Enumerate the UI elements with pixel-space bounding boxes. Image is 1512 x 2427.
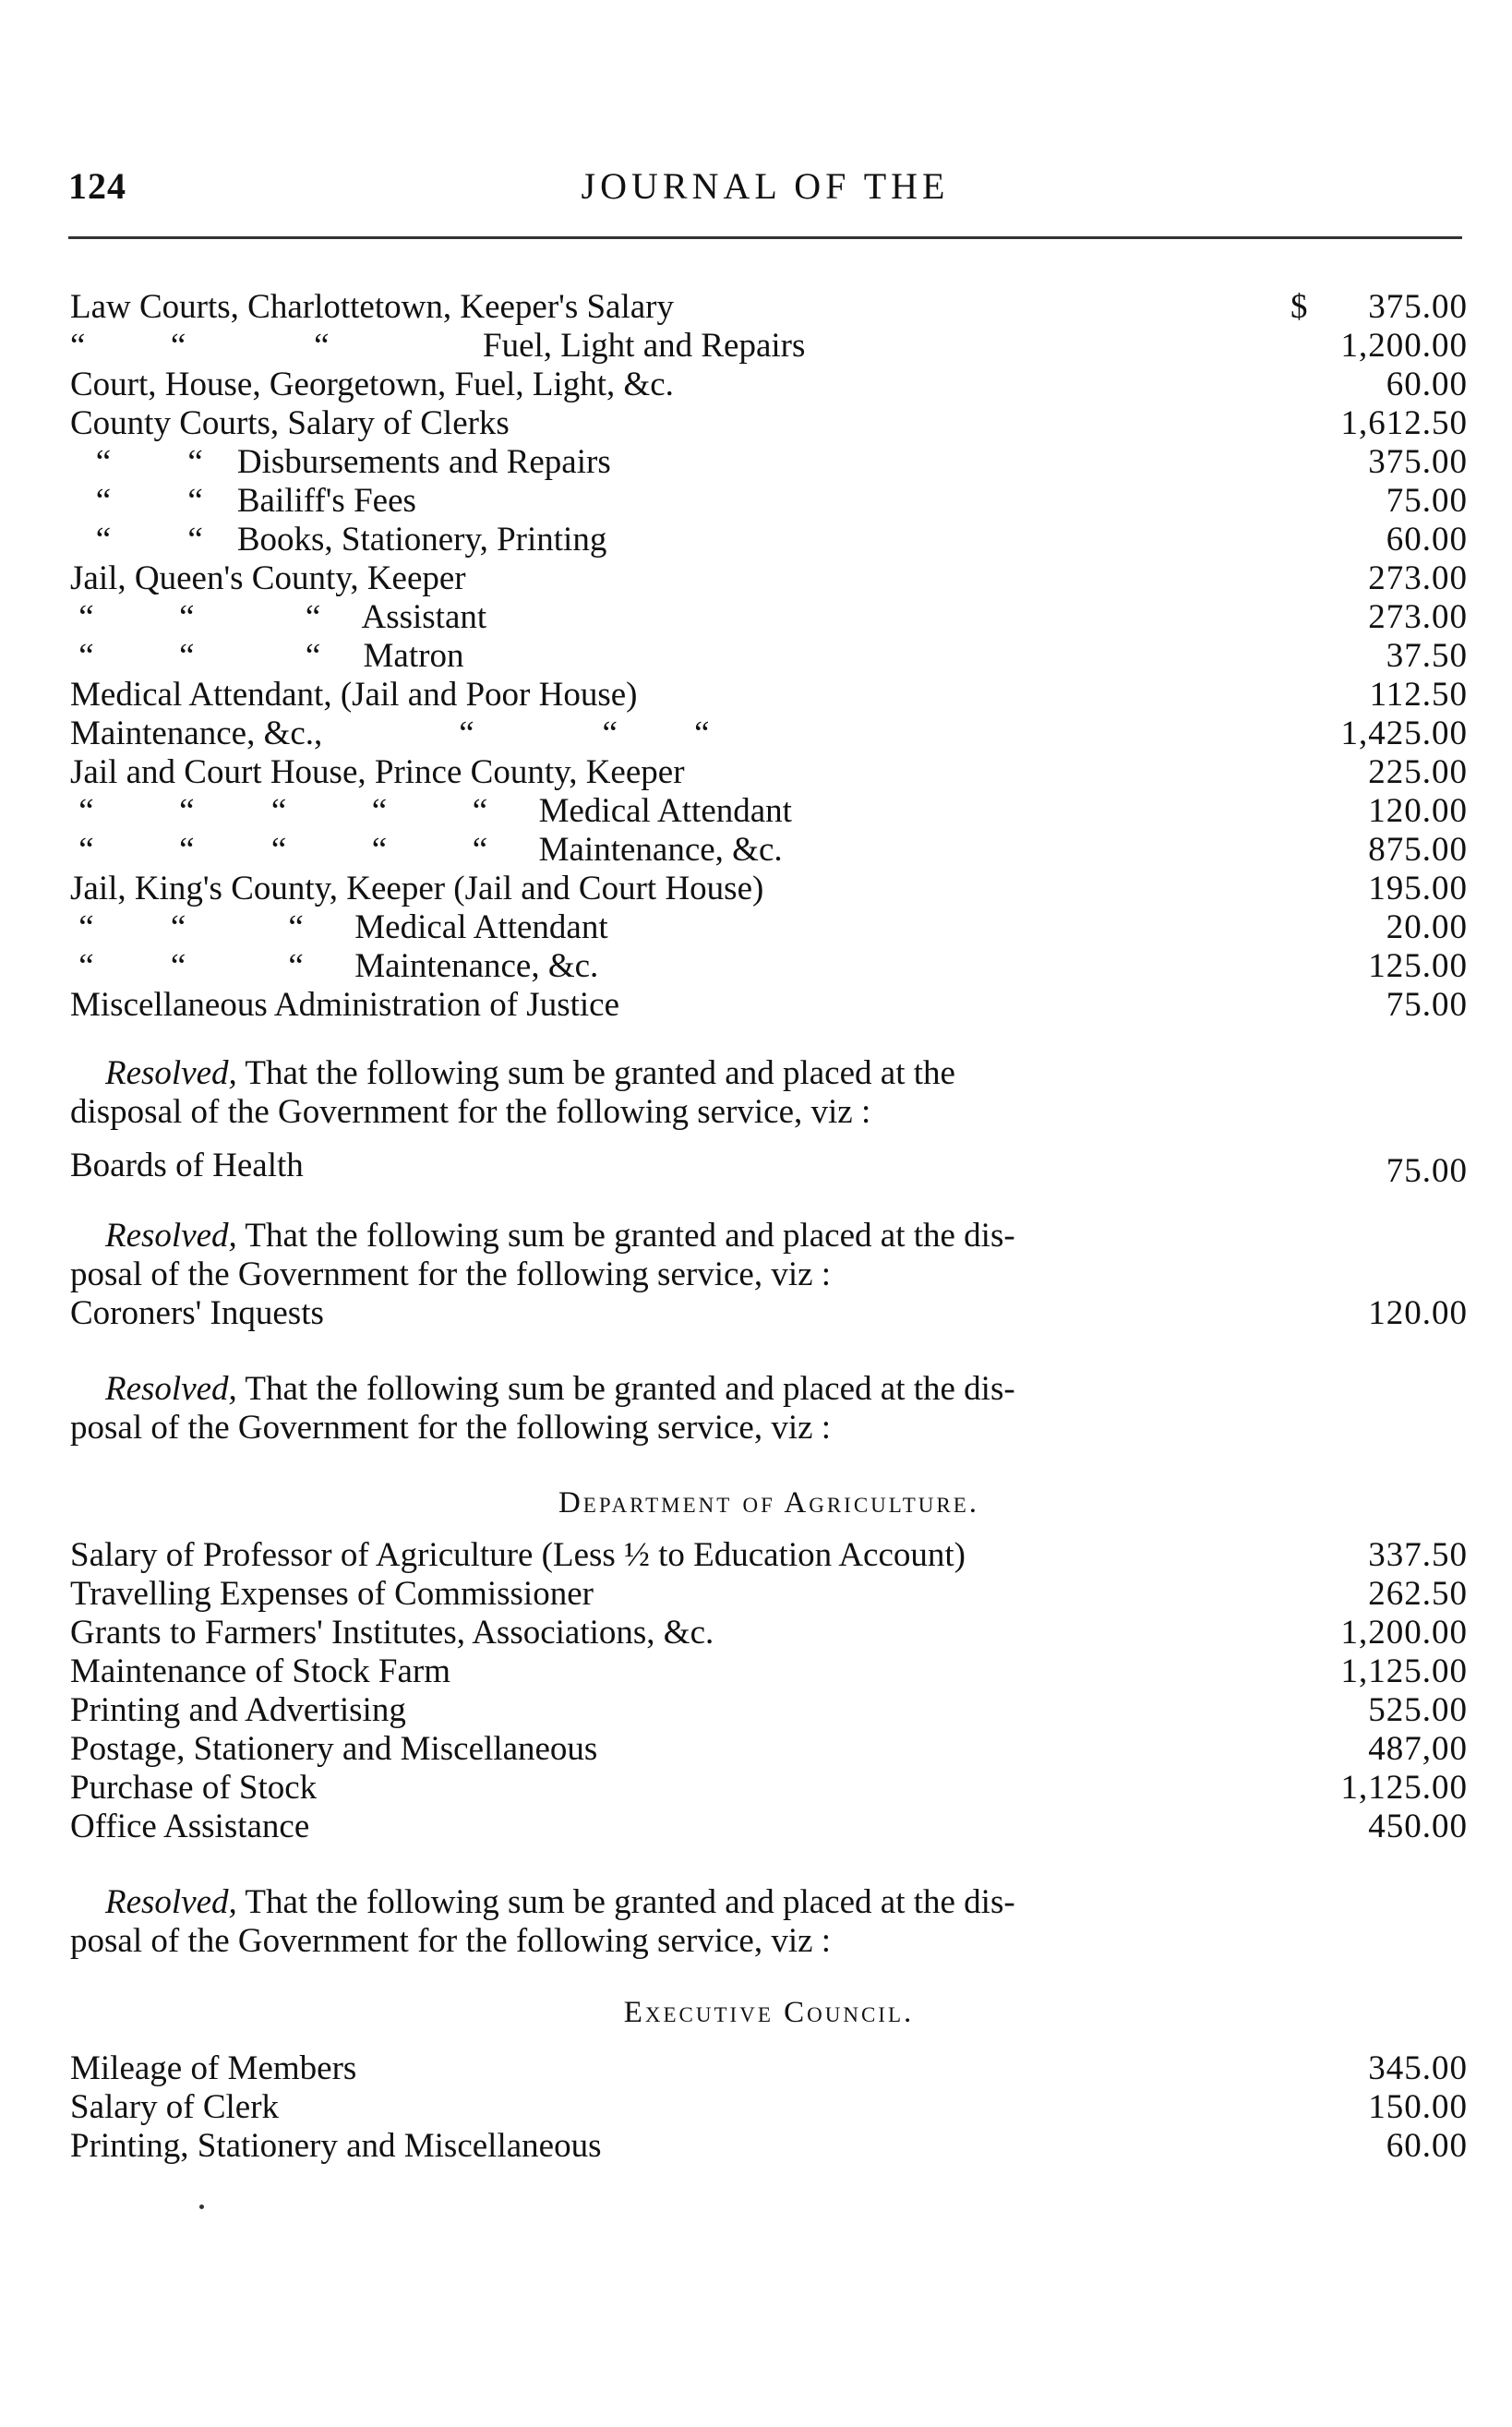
list-item: Law Courts, Charlottetown, Keeper's Salary $ 375.00 <box>70 288 1468 326</box>
list-item: Coroners' Inquests 120.00 <box>70 1294 1468 1332</box>
list-item: Printing and Advertising 525.00 <box>70 1691 1468 1729</box>
list-item: “ “ Bailiff's Fees 75.00 <box>70 482 1468 520</box>
list-item: Jail, Queen's County, Keeper 273.00 <box>70 559 1468 597</box>
justice-list <box>70 288 1468 1025</box>
list-item: Jail and Court House, Prince County, Keeper 225.00 <box>70 753 1468 791</box>
resolution-paragraph: Resolved, That the following sum be granted and placed at the disposal of the Government for the following service, viz : <box>70 1054 955 1131</box>
header-rule <box>68 236 1462 239</box>
health-list <box>70 1147 1468 1190</box>
section-title-council: Executive Council. <box>623 1996 915 2029</box>
list-item: Boards of Health 75.00 <box>70 1147 1468 1190</box>
list-item: “ “ “ Assistant 273.00 <box>70 598 1468 636</box>
list-item: Miscellaneous Administration of Justice 75.00 <box>70 986 1468 1024</box>
list-item: Medical Attendant, (Jail and Poor House) 112.50 <box>70 676 1468 714</box>
list-item: Salary of Clerk 150.00 <box>70 2088 1468 2126</box>
resolution-paragraph: Resolved, That the following sum be granted and placed at the dis- posal of the Government for the following service, viz : <box>70 1883 1015 1960</box>
list-item: “ “ “ Fuel, Light and Repairs 1,200.00 <box>70 327 1468 365</box>
list-item: “ “ “ “ “ Maintenance, &c. 875.00 <box>70 831 1468 869</box>
list-item: Postage, Stationery and Miscellaneous 487,00 <box>70 1730 1468 1768</box>
agriculture-list <box>70 1536 1468 1846</box>
list-item: Jail, King's County, Keeper (Jail and Court House) 195.00 <box>70 870 1468 907</box>
resolution-paragraph: Resolved, That the following sum be granted and placed at the dis- posal of the Government for the following service, viz : <box>70 1217 1015 1293</box>
currency-symbol: $ <box>1290 288 1308 326</box>
section-title-agriculture: Department of Agriculture. <box>558 1486 980 1520</box>
list-item: “ “ Books, Stationery, Printing 60.00 <box>70 521 1468 559</box>
list-item: Purchase of Stock 1,125.00 <box>70 1769 1468 1807</box>
list-item: Grants to Farmers' Institutes, Associations, &c. 1,200.00 <box>70 1614 1468 1652</box>
page-header <box>68 164 1462 212</box>
list-item: “ “ “ “ “ Medical Attendant 120.00 <box>70 792 1468 830</box>
running-head: JOURNAL OF THE <box>581 165 950 207</box>
resolution-paragraph: Resolved, That the following sum be granted and placed at the dis- posal of the Government for the following service, viz : <box>70 1370 1015 1447</box>
list-item: “ “ “ Matron 37.50 <box>70 637 1468 675</box>
list-item: Printing, Stationery and Miscellaneous 60.00 <box>70 2127 1468 2165</box>
list-item: “ “ “ Maintenance, &c. 125.00 <box>70 947 1468 985</box>
list-item: “ “ “ Medical Attendant 20.00 <box>70 908 1468 946</box>
ink-speck <box>199 2205 204 2209</box>
page-number: 124 <box>68 165 126 207</box>
list-item: Maintenance, &c., “ “ “ 1,425.00 <box>70 715 1468 752</box>
list-item: Maintenance of Stock Farm 1,125.00 <box>70 1652 1468 1690</box>
list-item: Office Assistance 450.00 <box>70 1808 1468 1845</box>
coroners-list <box>70 1294 1468 1333</box>
council-list <box>70 2049 1468 2166</box>
list-item: Mileage of Members 345.00 <box>70 2049 1468 2087</box>
list-item: Travelling Expenses of Commissioner 262.50 <box>70 1575 1468 1613</box>
list-item: “ “ Disbursements and Repairs 375.00 <box>70 443 1468 481</box>
list-item: Court, House, Georgetown, Fuel, Light, &c. 60.00 <box>70 366 1468 403</box>
list-item: Salary of Professor of Agriculture (Less ½ to Education Account) 337.50 <box>70 1536 1468 1574</box>
list-item: County Courts, Salary of Clerks 1,612.50 <box>70 404 1468 442</box>
